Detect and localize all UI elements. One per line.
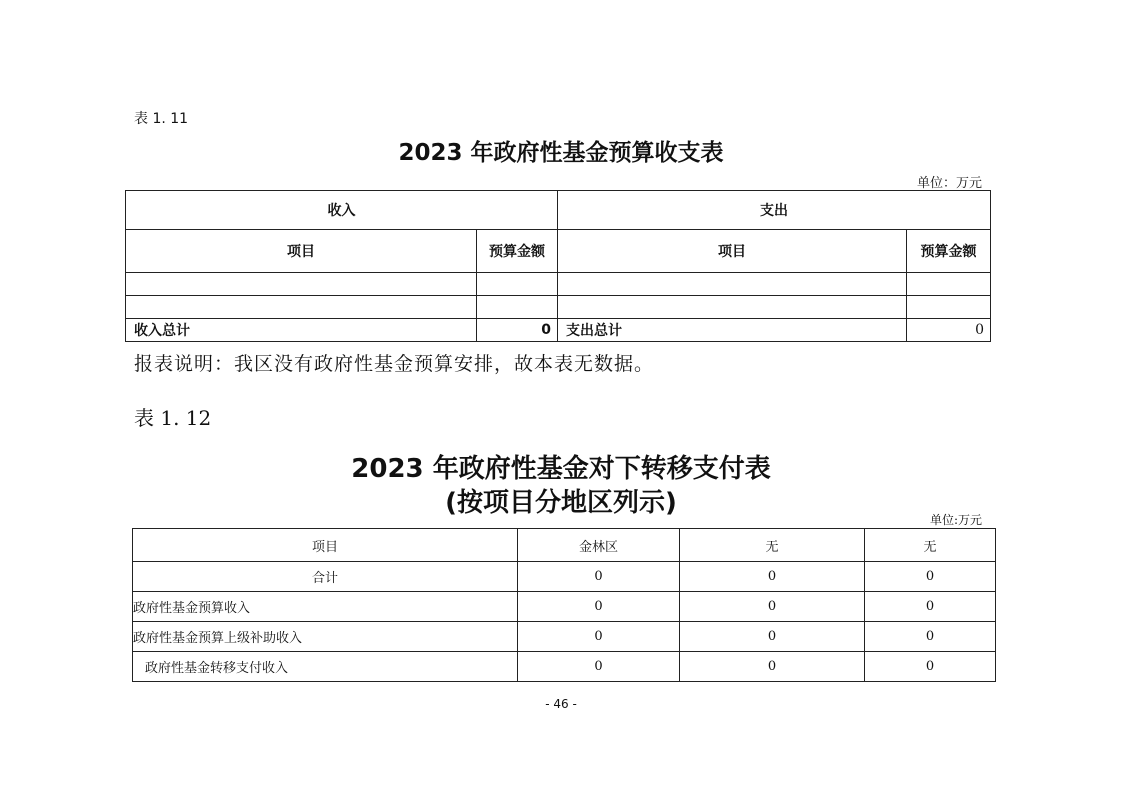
header-income: 收入 bbox=[126, 191, 558, 230]
subheader-amount-left: 预算金额 bbox=[477, 230, 558, 273]
column-header-none-1: 无 bbox=[680, 529, 865, 562]
income-total-value: 0 bbox=[477, 319, 558, 342]
transfer-payment-table bbox=[132, 528, 996, 682]
page-title-2: 2023 年政府性基金对下转移支付表 bbox=[351, 454, 771, 484]
column-header-none-2: 无 bbox=[865, 529, 996, 562]
cell-value: 0 bbox=[518, 562, 680, 592]
cell-value: 0 bbox=[865, 562, 996, 592]
page-number: - 46 - bbox=[545, 697, 577, 711]
subheader-item-left: 项目 bbox=[126, 230, 477, 273]
column-header-item: 项目 bbox=[133, 529, 518, 562]
expense-total-value: 0 bbox=[907, 319, 991, 342]
table-row-total bbox=[126, 319, 991, 342]
budget-income-expense-table bbox=[125, 190, 991, 342]
report-note: 报表说明：我区没有政府性基金预算安排，故本表无数据。 bbox=[134, 353, 655, 375]
header-expense: 支出 bbox=[558, 191, 991, 230]
page-title-1: 2023 年政府性基金预算收支表 bbox=[398, 140, 724, 166]
cell-value: 0 bbox=[680, 622, 865, 652]
table-row bbox=[133, 622, 996, 652]
table-label-1-12: 表 1. 12 bbox=[134, 406, 212, 430]
row-label: 政府性基金预算上级补助收入 bbox=[133, 622, 518, 652]
table-label-1-11: 表 1. 11 bbox=[134, 111, 189, 127]
cell-value: 0 bbox=[865, 652, 996, 682]
subheader-item-right: 项目 bbox=[558, 230, 907, 273]
unit-label-2: 单位:万元 bbox=[929, 513, 982, 527]
income-total-label: 收入总计 bbox=[126, 319, 477, 342]
table-header-row bbox=[133, 529, 996, 562]
cell-value: 0 bbox=[680, 562, 865, 592]
cell-value: 0 bbox=[518, 622, 680, 652]
table-row bbox=[133, 562, 996, 592]
table-row bbox=[133, 652, 996, 682]
table-row bbox=[133, 592, 996, 622]
page-subtitle-2: (按项目分地区列示) bbox=[445, 488, 677, 518]
cell-value: 0 bbox=[865, 622, 996, 652]
unit-label-1: 单位：万元 bbox=[916, 176, 982, 191]
table-row-empty bbox=[126, 273, 991, 296]
row-label: 合计 bbox=[133, 562, 518, 592]
row-label: 政府性基金预算收入 bbox=[133, 592, 518, 622]
cell-value: 0 bbox=[680, 592, 865, 622]
row-label: 政府性基金转移支付收入 bbox=[133, 652, 518, 682]
subheader-amount-right: 预算金额 bbox=[907, 230, 991, 273]
table-row-empty bbox=[126, 296, 991, 319]
expense-total-label: 支出总计 bbox=[558, 319, 907, 342]
cell-value: 0 bbox=[680, 652, 865, 682]
cell-value: 0 bbox=[518, 652, 680, 682]
cell-value: 0 bbox=[518, 592, 680, 622]
cell-value: 0 bbox=[865, 592, 996, 622]
column-header-region: 金林区 bbox=[518, 529, 680, 562]
